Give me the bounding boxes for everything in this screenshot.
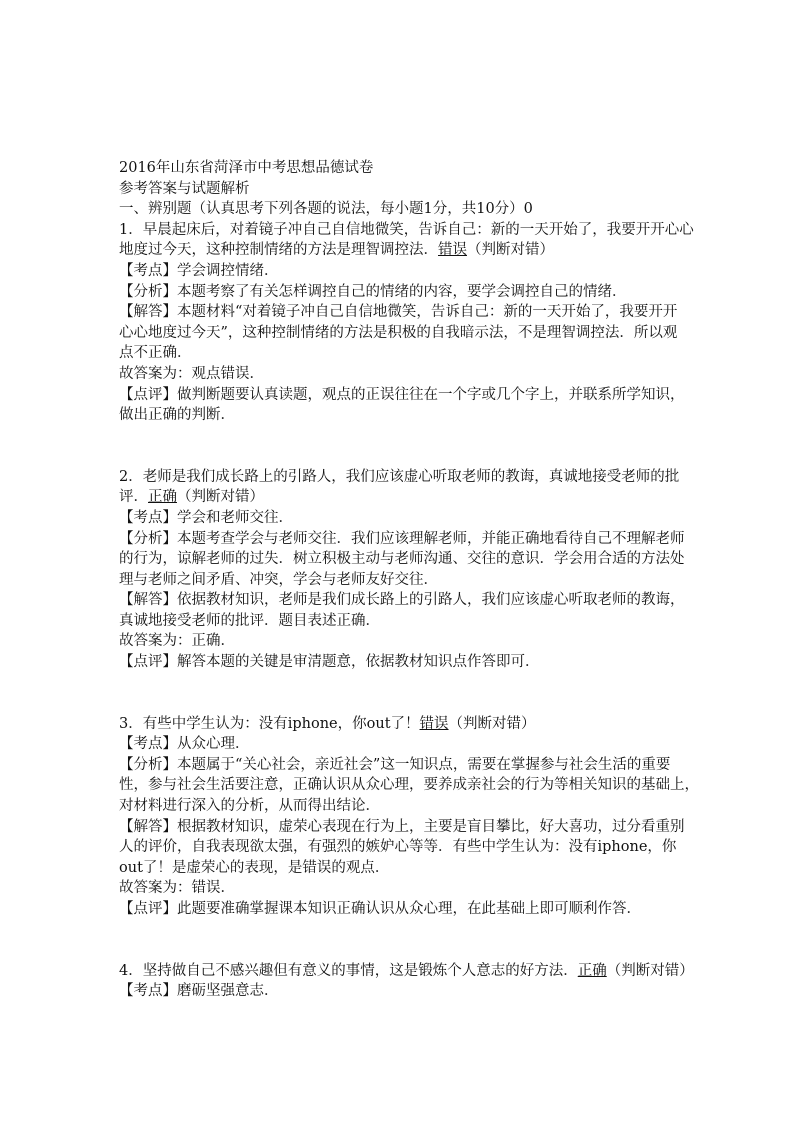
- fenxi-line: 【分析】本题属于“关心社会，亲近社会”这一知识点，需要在掌握参与社会生活的重要: [119, 756, 671, 773]
- stem-tail: （判断对错）: [177, 489, 264, 506]
- exam-subtitle: 参考答案与试题解析: [119, 180, 250, 197]
- jieda-line: out了！是虚荣心的表现，是错误的观点．: [119, 859, 390, 876]
- final-answer: 故答案为：观点错误．: [119, 365, 264, 382]
- answer-mark: 正确: [577, 962, 607, 979]
- exam-title: 2016年山东省菏泽市中考思想品德试卷: [119, 160, 374, 176]
- question-stem: [119, 961, 694, 982]
- kaodian: 【考点】学会和老师交往．: [119, 509, 293, 526]
- fenxi-line: 性，参与社会生活要注意，正确认识从众心理，要养成亲社会的行为等相关知识的基础上，: [119, 777, 699, 794]
- question-stem: 2．老师是我们成长路上的引路人，我们应该虚心听取老师的教诲，真诚地接受老师的批: [119, 468, 680, 485]
- jieda-line: 心心地度过今天”，这种控制情绪的方法是积极的自我暗示法，不是理智调控法．所以观: [119, 324, 678, 341]
- section-heading: 一、辨别题（认真思考下列各题的说法，每小题1分，共10分）0: [119, 201, 533, 218]
- dianping-line: 【点评】解答本题的关键是审清题意，依据教材知识点作答即可．: [119, 654, 540, 671]
- stem-text: 地度过今天，这种控制情绪的方法是理智调控法．: [119, 242, 438, 259]
- stem-text: 评．: [119, 489, 148, 506]
- question-stem: [119, 240, 679, 261]
- jieda-line: 人的评价，自我表现欲太强，有强烈的嫉妒心等等．有些中学生认为：没有iphone，你: [119, 839, 677, 856]
- dianping-line: 【点评】做判断题要认真读题，观点的正误往往在一个字或几个字上，并联系所学知识，: [119, 386, 685, 403]
- question-4: [119, 961, 694, 1002]
- document-page: [119, 158, 699, 1002]
- question-2: [119, 467, 685, 673]
- question-stem: [119, 487, 679, 508]
- kaodian: 【考点】磨砺坚强意志．: [119, 983, 279, 1000]
- jieda-line: 点不正确．: [119, 345, 192, 362]
- fenxi-line: 的行为，谅解老师的过失．树立积极主动与老师沟通、交往的意识．学会用合适的方法处: [119, 551, 685, 568]
- question-stem: 1．早晨起床后，对着镜子冲自己自信地微笑，告诉自己：新的一天开始了，我要开开心心: [119, 221, 694, 238]
- jieda-line: 【解答】本题材料“对着镜子冲自己自信地微笑，告诉自己：新的一天开始了，我要开开: [119, 304, 678, 321]
- spacer: [119, 426, 679, 467]
- spacer: [119, 673, 679, 714]
- kaodian: 【考点】从众心理．: [119, 736, 250, 753]
- answer-mark: 错误: [419, 715, 449, 732]
- fenxi-line: 理与老师之间矛盾、冲突，学会与老师友好交往．: [119, 571, 438, 588]
- stem-tail: （判断对错）: [448, 715, 536, 732]
- kaodian: 【考点】学会调控情绪．: [119, 262, 279, 279]
- final-answer: 故答案为：错误．: [119, 880, 235, 897]
- final-answer: 故答案为：正确．: [119, 633, 235, 650]
- spacer: [119, 920, 679, 961]
- answer-mark: 错误: [438, 242, 467, 259]
- dianping-line: 【点评】此题要准确掌握课本知识正确认识从众心理，在此基础上即可顺利作答．: [119, 901, 641, 917]
- question-3: [119, 714, 699, 920]
- jieda-line: 真诚地接受老师的批评．题目表述正确．: [119, 612, 380, 629]
- stem-tail: （判断对错）: [606, 962, 694, 979]
- fenxi-line: 对材料进行深入的分析，从而得出结论．: [119, 798, 380, 815]
- fenxi-line: 【分析】本题考查学会与老师交往．我们应该理解老师，并能正确地看待自己不理解老师: [119, 530, 685, 547]
- jieda-line: 【解答】根据教材知识，虚荣心表现在行为上，主要是盲目攀比，好大喜功，过分看重别: [119, 818, 685, 835]
- answer-mark: 正确: [148, 489, 177, 506]
- stem-text: 4．坚持做自己不感兴趣但有意义的事情，这是锻炼个人意志的好方法．: [119, 962, 578, 979]
- question-stem: [119, 714, 679, 735]
- stem-text: 3．有些中学生认为：没有iphone，你out了！: [119, 715, 420, 732]
- stem-tail: （判断对错）: [467, 242, 554, 259]
- dianping-line: 做出正确的判断．: [119, 407, 235, 424]
- question-1: [119, 220, 694, 426]
- fenxi-line: 【分析】本题考察了有关怎样调控自己的情绪的内容，要学会调控自己的情绪．: [119, 283, 627, 300]
- jieda-line: 【解答】依据教材知识，老师是我们成长路上的引路人，我们应该虚心听取老师的教诲，: [119, 592, 685, 609]
